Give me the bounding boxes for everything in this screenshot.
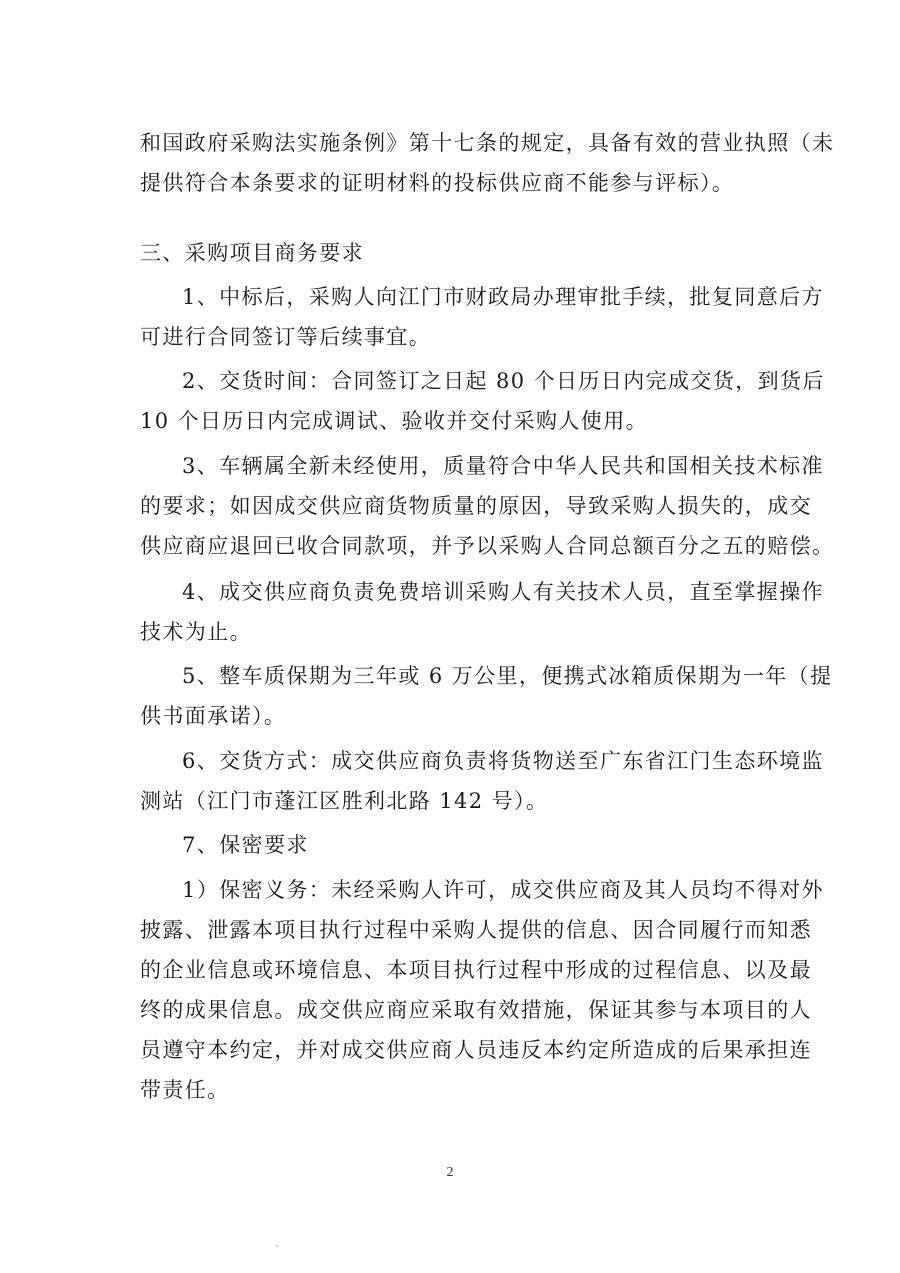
paragraph-line: 的要求；如因成交供应商货物质量的原因，导致采购人损失的，成交 — [140, 494, 812, 518]
paragraph-line: 的企业信息或环境信息、本项目执行过程中形成的过程信息、以及最 — [140, 958, 812, 982]
paragraph-line: 供应商应退回已收合同款项，并予以采购人合同总额百分之五的赔偿。 — [140, 534, 835, 558]
paragraph-line: 提供符合本条要求的证明材料的投标供应商不能参与评标）。 — [140, 171, 735, 195]
paragraph-line: 披露、泄露本项目执行过程中采购人提供的信息、因合同履行而知悉 — [140, 918, 812, 942]
paragraph-line: 供书面承诺）。 — [140, 704, 287, 728]
paragraph-line: 6、交货方式：成交供应商负责将货物送至广东省江门生态环境监 — [182, 749, 824, 773]
paragraph-line: 带责任。 — [140, 1078, 230, 1102]
paragraph-line: 5、整车质保期为三年或 6 万公里，便携式冰箱质保期为一年（提 — [182, 664, 833, 688]
paragraph-line: 1）保密义务：未经采购人许可，成交供应商及其人员均不得对外 — [182, 878, 824, 902]
paragraph-line: 3、车辆属全新未经使用，质量符合中华人民共和国相关技术标准 — [182, 454, 824, 478]
paragraph-line: 2、交货时间：合同签订之日起 80 个日历日内完成交货，到货后 — [182, 369, 825, 393]
paragraph-line: 终的成果信息。成交供应商应采取有效措施，保证其参与本项目的人 — [140, 998, 812, 1022]
paragraph-line: 4、成交供应商负责免费培训采购人有关技术人员，直至掌握操作 — [182, 580, 824, 604]
paragraph-line: 可进行合同签订等后续事宜。 — [140, 325, 432, 349]
subsection-heading: 7、保密要求 — [182, 833, 309, 857]
scan-speck — [276, 1245, 278, 1247]
section-heading: 三、采购项目商务要求 — [140, 241, 364, 265]
paragraph-line: 1、中标后，采购人向江门市财政局办理审批手续，批复同意后方 — [182, 285, 824, 309]
paragraph-line: 技术为止。 — [140, 620, 252, 644]
paragraph-line: 和国政府采购法实施条例》第十七条的规定，具备有效的营业执照（未 — [140, 131, 835, 155]
paragraph-line: 10 个日历日内完成调试、验收并交付采购人使用。 — [140, 409, 648, 433]
page-number: 2 — [446, 1165, 454, 1180]
paragraph-line: 测站（江门市蓬江区胜利北路 142 号）。 — [140, 789, 549, 813]
paragraph-line: 员遵守本约定，并对成交供应商人员违反本约定所造成的后果承担连 — [140, 1038, 812, 1062]
